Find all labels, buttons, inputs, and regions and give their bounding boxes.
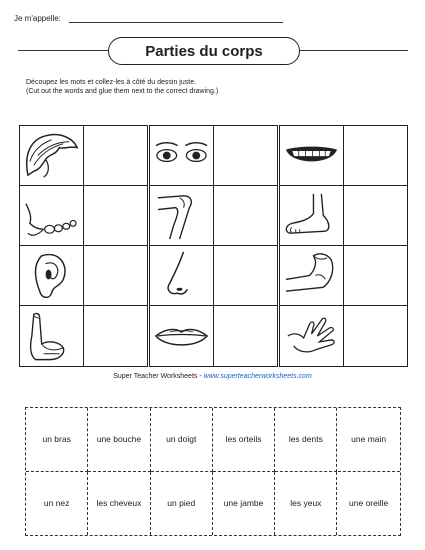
name-label: Je m'appelle: — [14, 14, 61, 23]
answer-box[interactable] — [214, 246, 277, 306]
name-line[interactable] — [69, 14, 283, 23]
mouth-icon — [150, 306, 214, 366]
answer-box[interactable] — [84, 306, 147, 366]
answer-box[interactable] — [344, 306, 407, 366]
eyes-icon — [150, 126, 214, 186]
cutout-word-grid — [25, 407, 401, 536]
foot-icon — [280, 186, 344, 246]
nose-icon — [150, 246, 214, 306]
instructions-french: Découpez les mots et collez-les à côté du dessin juste. — [26, 79, 197, 86]
picture-panel-3 — [279, 125, 408, 367]
answer-box[interactable] — [344, 186, 407, 246]
picture-panel-1 — [19, 125, 148, 367]
cutout-word[interactable]: une jambe — [213, 472, 275, 536]
cutout-word[interactable]: une bouche — [88, 408, 150, 472]
arm-icon — [280, 246, 344, 306]
cutout-word[interactable]: une oreille — [349, 498, 389, 509]
cutout-word[interactable]: les dents — [275, 408, 337, 472]
ear-icon — [20, 246, 84, 306]
instructions — [26, 78, 218, 96]
answer-box[interactable] — [344, 246, 407, 306]
picture-panel-2 — [149, 125, 278, 367]
answer-box[interactable] — [84, 246, 147, 306]
credit-prefix: Super Teacher Worksheets - — [113, 373, 204, 380]
answer-box[interactable] — [214, 186, 277, 246]
page-title: Parties du corps — [108, 37, 300, 65]
cutout-word[interactable]: un nez — [26, 472, 88, 536]
name-row — [14, 14, 283, 23]
teeth-icon — [280, 126, 344, 186]
leg-icon — [150, 186, 214, 246]
cutout-word[interactable]: les cheveux — [88, 472, 150, 536]
answer-box[interactable] — [84, 186, 147, 246]
cutout-word[interactable]: un pied — [151, 472, 213, 536]
answer-box[interactable] — [344, 126, 407, 186]
cutout-word[interactable]: les orteils — [213, 408, 275, 472]
answer-box[interactable] — [214, 306, 277, 366]
cutout-word[interactable]: un bras — [26, 408, 88, 472]
cutout-word[interactable]: les yeux — [275, 472, 337, 536]
answer-box[interactable] — [84, 126, 147, 186]
foot-toes-icon — [20, 186, 84, 246]
hair-icon — [20, 126, 84, 186]
instructions-english: (Cut out the words and glue them next to the correct drawing.) — [26, 88, 219, 95]
cutout-word[interactable]: un doigt — [151, 408, 213, 472]
cutout-word[interactable]: une main — [338, 408, 400, 472]
credit-url[interactable]: www.superteacherworksheets.com — [203, 373, 312, 380]
answer-box[interactable] — [214, 126, 277, 186]
finger-icon — [20, 306, 84, 366]
hand-icon — [280, 306, 344, 366]
credit-line — [0, 373, 425, 380]
